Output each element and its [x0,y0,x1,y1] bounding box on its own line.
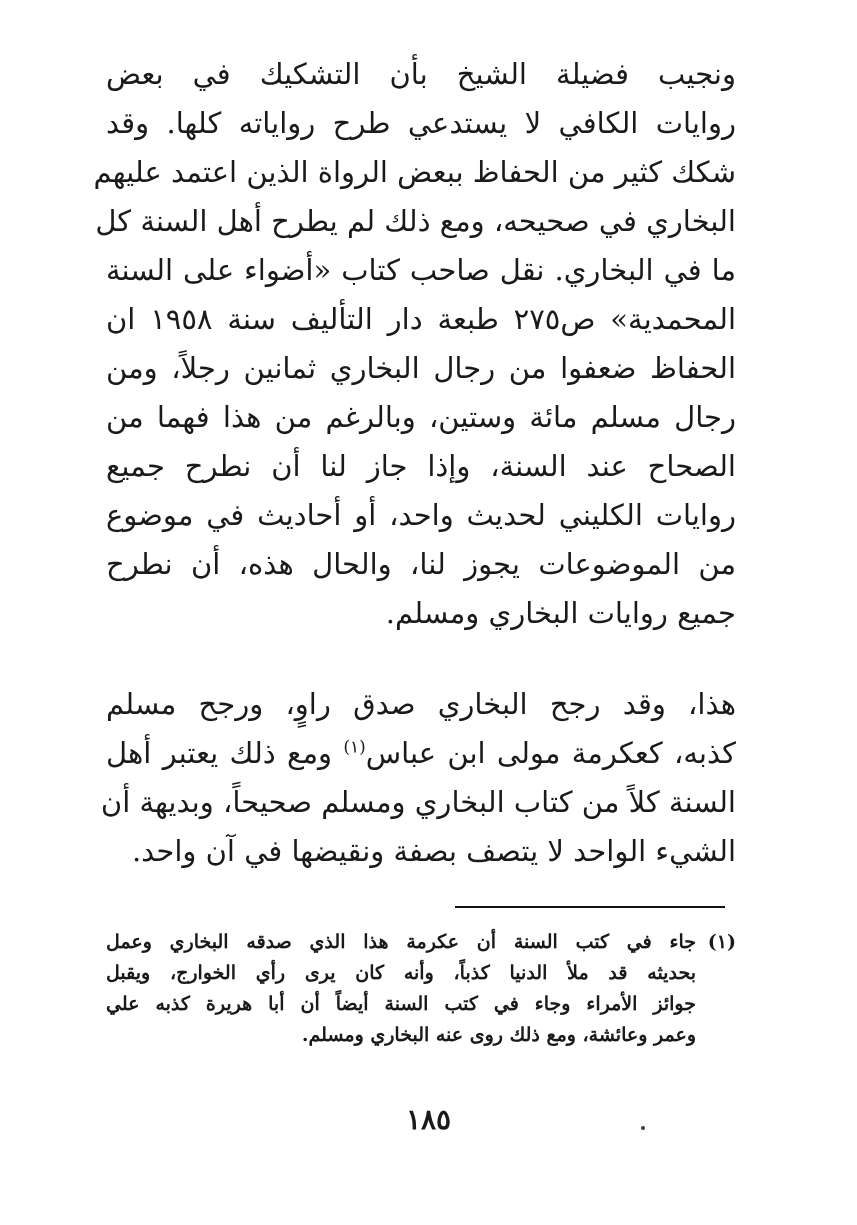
text-line: شكك كثير من الحفاظ ببعض الرواة الذين اعتمد عليهم [93,155,736,189]
text-line: الشيء الواحد لا يتصف بصفة ونقيضها في آن واحد. [131,834,736,868]
text-line: ما في البخاري. نقل صاحب كتاب «أضواء على السنة [106,253,736,287]
footnote-line: جوائز الأمراء وجاء في كتب السنة أيضاً أن أبا هريرة كذبه علي [106,993,696,1015]
text-line: هذا، وقد رجح البخاري صدق راوٍ، ورجح مسلم [106,687,736,721]
text-line-with-footnote [106,729,736,778]
text-segment: ومع ذلك يعتبر أهل [106,736,344,770]
footnote-line: بحديثه قد ملأ الدنيا كذباً، وأنه كان يرى رأي الخوارج، ويقبل [106,962,696,984]
text-line: البخاري في صحيحه، ومع ذلك لم يطرح أهل السنة كل [95,204,736,238]
footnote-divider [455,906,725,908]
footnote-number: (١) [707,931,736,953]
footnote-line: وعمر وعائشة، ومع ذلك روى عنه البخاري ومسلم. [301,1024,696,1046]
paragraph-1 [93,50,737,638]
footnote-body [106,927,696,1051]
footnote-reference[interactable]: (١) [343,737,366,758]
text-line: من الموضوعات يجوز لنا، والحال هذه، أن نطرح [106,547,736,581]
text-line: روايات الكليني لحديث واحد، أو أحاديث في موضوع [106,498,736,532]
scan-speck [641,1126,645,1130]
paragraph-2 [100,680,736,876]
text-line: الصحاح عند السنة، وإذا جاز لنا أن نطرح جميع [106,449,736,483]
footnote-line: جاء في كتب السنة أن عكرمة هذا الذي صدقه البخاري وعمل [106,931,696,953]
text-segment: كذبه، كعكرمة مولى ابن عباس [365,736,736,770]
footnote [106,927,736,1051]
text-line: جميع روايات البخاري ومسلم. [385,596,736,630]
page-number: ١٨٥ [405,1103,452,1136]
text-line: السنة كلاً من كتاب البخاري ومسلم صحيحاً، وبديهة أن [100,785,736,819]
text-line: الحفاظ ضعفوا من رجال البخاري ثمانين رجلاً، ومن [106,351,736,385]
text-line: روايات الكافي لا يستدعي طرح رواياته كلها. وقد [106,106,736,140]
text-line: رجال مسلم مائة وستين، وبالرغم من هذا فهما من [106,400,736,434]
text-line: المحمدية» ص٢٧٥ طبعة دار التأليف سنة ١٩٥٨ ان [106,302,737,336]
text-line: ونجيب فضيلة الشيخ بأن التشكيك في بعض [106,57,736,91]
